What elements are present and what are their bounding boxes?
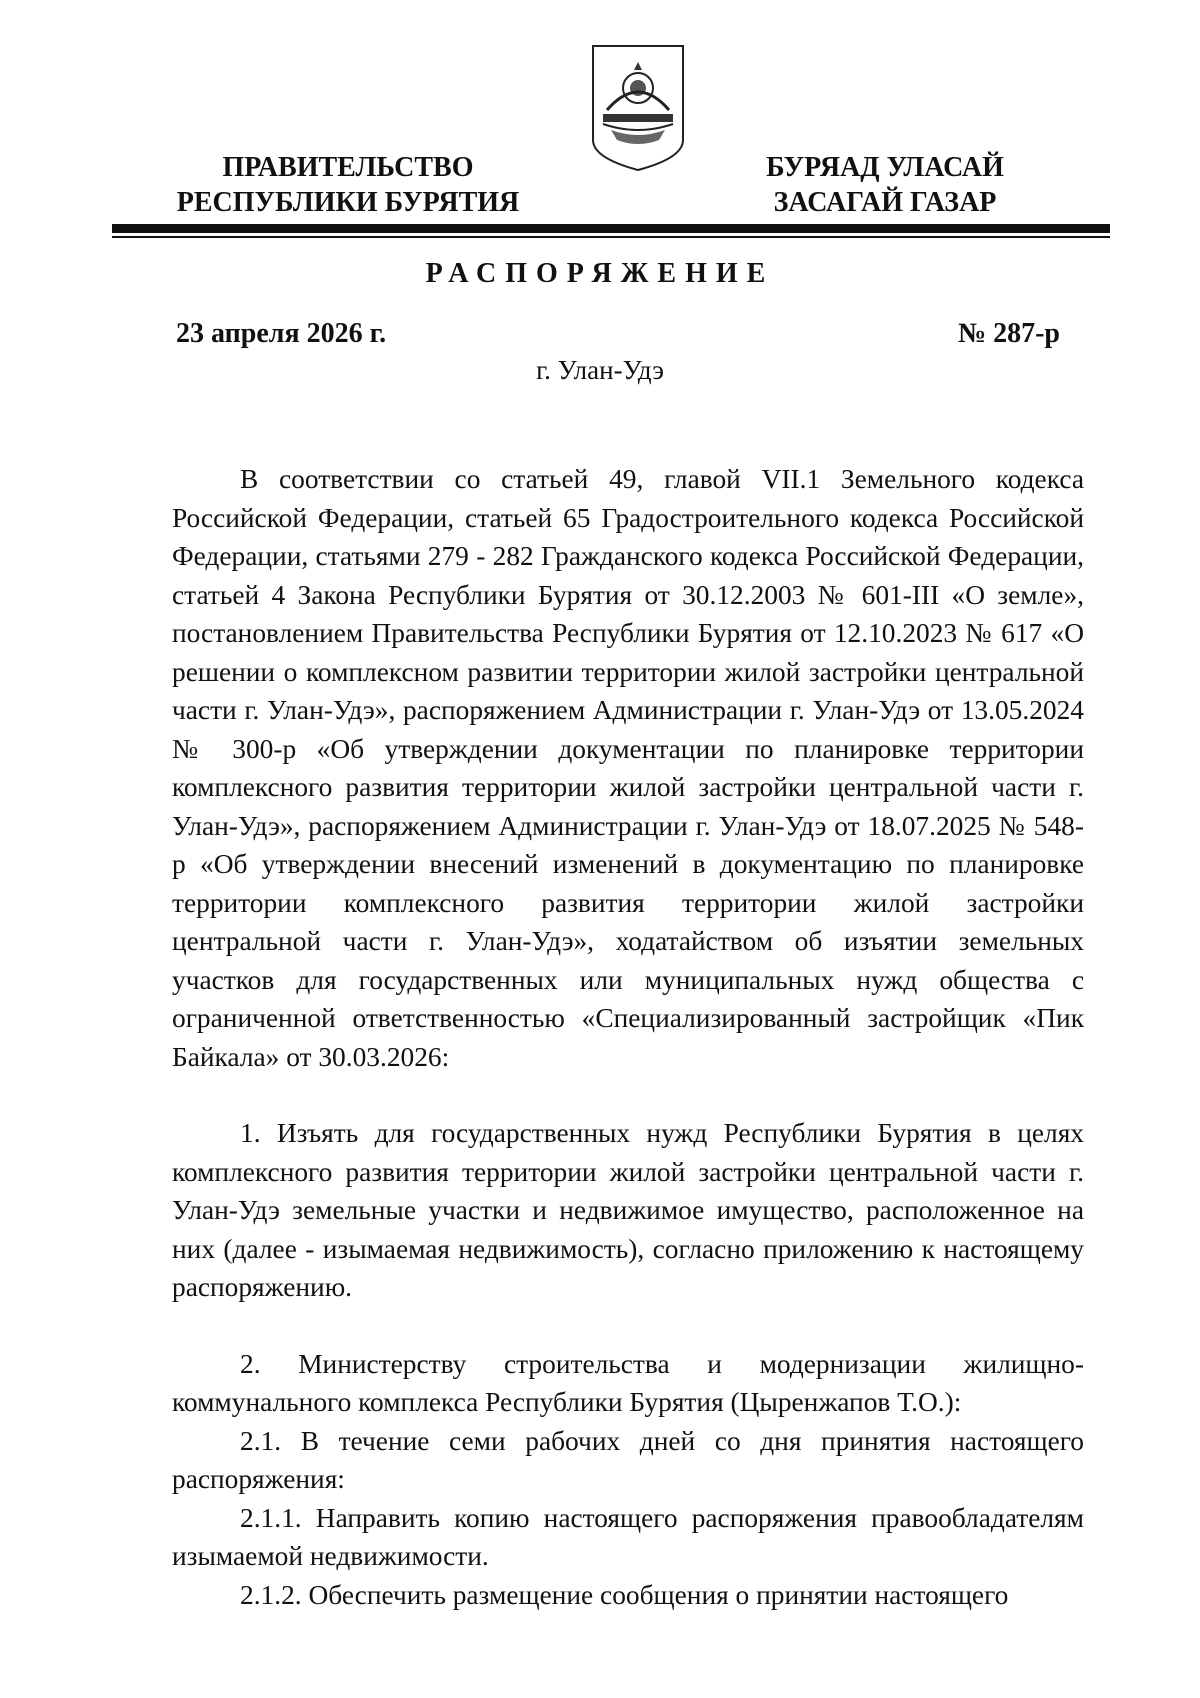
org-line: БУРЯАД УЛАСАЙ: [766, 152, 1004, 183]
document-type: РАСПОРЯЖЕНИЕ: [425, 258, 775, 289]
document-date: 23 апреля 2026 г.: [176, 318, 387, 349]
item-2-1-1-paragraph: 2.1.1. Направить копию настоящего распоряжения правообладателям изымаемой недвижимости.: [172, 1502, 1084, 1571]
org-line: ЗАСАГАЙ ГАЗАР: [773, 187, 997, 218]
org-line: РЕСПУБЛИКИ БУРЯТИЯ: [176, 187, 520, 218]
government-name-russian: [163, 150, 533, 220]
item-2-paragraph: 2. Министерству строительства и модернизации жилищно-коммунального комплекса Республики Бурятия (Цыренжапов Т.О.):: [172, 1348, 1084, 1417]
document-city: г. Улан-Удэ: [536, 355, 664, 385]
org-line: ПРАВИТЕЛЬСТВО: [222, 152, 474, 183]
document-body: [172, 460, 1084, 1614]
coat-of-arms-icon: [589, 40, 687, 175]
header-divider: [112, 224, 1110, 233]
item-2-1-2-paragraph: 2.1.2. Обеспечить размещение сообщения о принятии настоящего: [240, 1579, 1009, 1610]
preamble-paragraph: В соответствии со статьей 49, главой VII.1 Земельного кодекса Российской Федерации, статьей 65 Градостроительного кодекса Российской Федерации, статьями 279 - 282 Гражданского кодекса Российской Федерации, статьей 4 Закона Республики Бурятия от 30.12.2003 № 601-III «О земле», постановлением Правительства Республики Бурятия от 12.10.2023 № 617 «О решении о комплексном развитии территории жилой застройки центральной части г. Улан-Удэ», распоряжением Администрации г. Улан-Удэ от 13.05.2024 № 300-р «Об утверждении документации по планировке территории комплексного развития территории жилой застройки центральной части г. Улан-Удэ», распоряжением Администрации г. Улан-Удэ от 18.07.2025 № 548-р «Об утверждении внесений изменений в документацию по планировке территории комплексного развития территории жилой застройки центральной части г. Улан-Удэ», ходатайством об изъятии земельных участков для государственных или муниципальных нужд общества с ограниченной ответственностью «Специализированный застройщик «Пик Байкала» от 30.03.2026:: [172, 464, 1084, 1072]
item-1-paragraph: 1. Изъять для государственных нужд Республики Бурятия в целях комплексного развития территории жилой застройки центральной части г. Улан-Удэ земельные участки и недвижимое имущество, расположенное на них (далее - изымаемая недвижимость), согласно приложению к настоящему распоряжению.: [172, 1118, 1084, 1302]
header-divider-thin: [112, 236, 1110, 238]
item-2-1-paragraph: 2.1. В течение семи рабочих дней со дня принятия настоящего распоряжения:: [172, 1425, 1084, 1494]
document-number: № 287-р: [957, 318, 1060, 349]
government-name-buryat: [745, 150, 1025, 220]
